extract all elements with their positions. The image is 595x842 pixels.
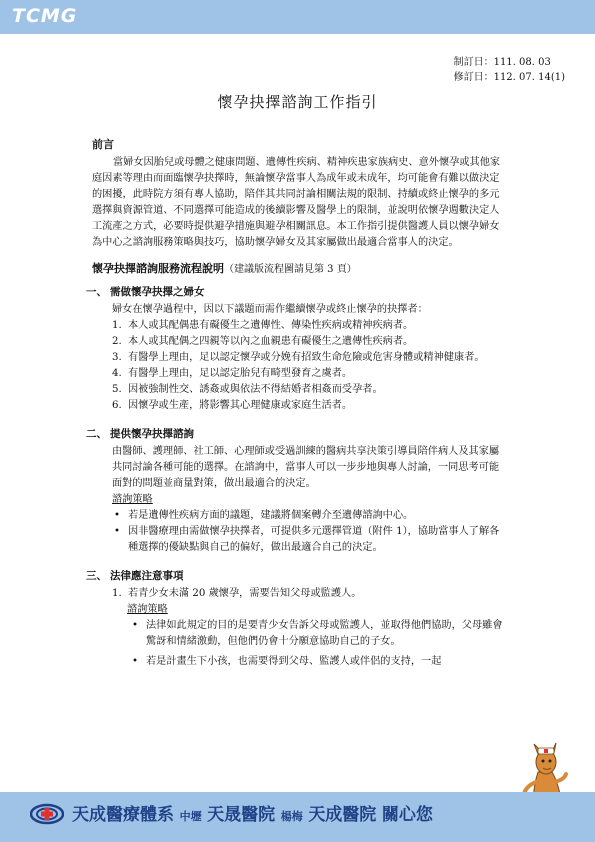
section-2-strategy-label: 諮詢策略 [112,494,153,505]
footer-hospital-names [72,800,433,825]
list-item: 1. 本人或其配偶患有礙優生之遺傳性、傳染性疾病或精神疾病者。 [112,320,414,331]
brand-logo-text: TCMG [12,5,78,27]
flow-heading [92,261,507,278]
section-1-number: 一、 [86,286,107,298]
list-item: 4. 有醫學上理由，足以認定胎兒有畸型發育之虞者。 [112,368,353,379]
document-body [86,137,507,674]
header-bar [0,0,595,34]
section-2-heading [86,426,507,442]
revised-date: 修訂日：112. 07. 14(1) [453,72,565,83]
list-item: • 因非醫療理由需做懷孕抉擇者，可提供多元選擇管道（附件 1），協助當事人了解各種選擇的優缺點與自己的偏好，做出最適合自己的決定。 [114,526,500,553]
section-1-title: 需做懷孕抉擇之婦女 [110,286,205,298]
hospital-logo-icon [30,803,64,825]
list-item: • 法律如此規定的目的是要青少女告訴父母或監護人，並取得他們協助，父母雖會驚訝和情緒激動，但他們仍會十分願意協助自己的子女。 [132,620,503,647]
footer-location-2: 楊梅 [280,810,303,823]
page-title: 懷孕抉擇諮詢工作指引 [217,93,378,111]
section-3-title: 法律應注意事項 [110,570,184,582]
document-dates [454,55,565,85]
list-item: • 若是計畫生下小孩，也需要得到父母、監護人或伴侶的支持，一起 [132,656,442,667]
footer-location-1: 中壢 [179,810,202,823]
list-item: 5. 因被強制性交、誘姦或與依法不得結婚者相姦而受孕者。 [112,384,383,395]
created-date: 制訂日：111. 08. 03 [453,57,551,68]
section-2-body: 由醫師、護理師、社工師、心理師或受過訓練的醫病共享決策引導員陪伴病人及其家屬共同討論各種可能的選擇。在諮詢中，當事人可以一步步地與專人討論，一同思考可能面對的問題並商量對策，做出最適合的決定。 [112,446,500,489]
section-1-list [92,318,507,414]
section-3-heading [86,568,507,584]
section-3-bullets [92,618,507,670]
flow-heading-text: 懷孕抉擇諮詢服務流程說明 [92,262,224,275]
list-item: 2. 本人或其配偶之四親等以內之血親患有礙優生之遺傳性疾病者。 [112,336,414,347]
footer-slogan: 關心您 [381,805,433,825]
section-1-intro: 婦女在懷孕過程中，因以下議題而需作繼續懷孕或終止懷孕的抉擇者： [112,304,428,315]
footer-hospital-1: 天晟醫院 [207,805,276,825]
section-2-number: 二、 [86,428,107,440]
section-3-item-1: 1. 若青少女未滿 20 歲懷孕，需要告知父母或監護人。 [112,588,362,599]
list-item: 6. 因懷孕或生產，將影響其心理健康或家庭生活者。 [112,400,353,411]
list-item: • 若是遺傳性疾病方面的議題，建議將個案轉介至遺傳諮詢中心。 [114,510,414,521]
flow-heading-note: （建議版流程圖請見第 3 頁） [224,264,357,275]
list-item: 3. 有醫學上理由，足以認定懷孕或分娩有招致生命危險或危害身體或精神健康者。 [112,352,485,363]
section-1-heading [86,284,507,300]
section-2-bullets [92,508,507,556]
preface-heading: 前言 [92,138,114,151]
section-2-title: 提供懷孕抉擇諮詢 [110,428,194,440]
footer-hospital-2: 天成醫院 [308,805,377,825]
section-3-number: 三、 [86,570,107,582]
preface-paragraph: 當婦女因胎兒或母體之健康問題、遺傳性疾病、精神疾患家族病史、意外懷孕或其他家庭因素等理由而面臨懷孕抉擇時，無論懷孕當事人為成年或未成年，均可能會有難以做決定的困擾，此時院方須有專人協助，陪伴其共同討論相關法規的限制、持續或終止懷孕的多元選擇與資源管道、不同選擇可能造成的後續影響及醫學上的限制，並說明依懷孕週數決定人工流產之方式，必要時提供避孕措施與避孕相關訊息。本工作指引提供醫護人員以懷孕婦女為中心之諮詢服務策略與技巧，協助懷孕婦女及其家屬做出最適合當事人的決定。 [92,157,501,248]
section-3-strategy-label: 諮詢策略 [127,604,168,615]
footer-group-name: 天成醫療體系 [72,805,174,825]
